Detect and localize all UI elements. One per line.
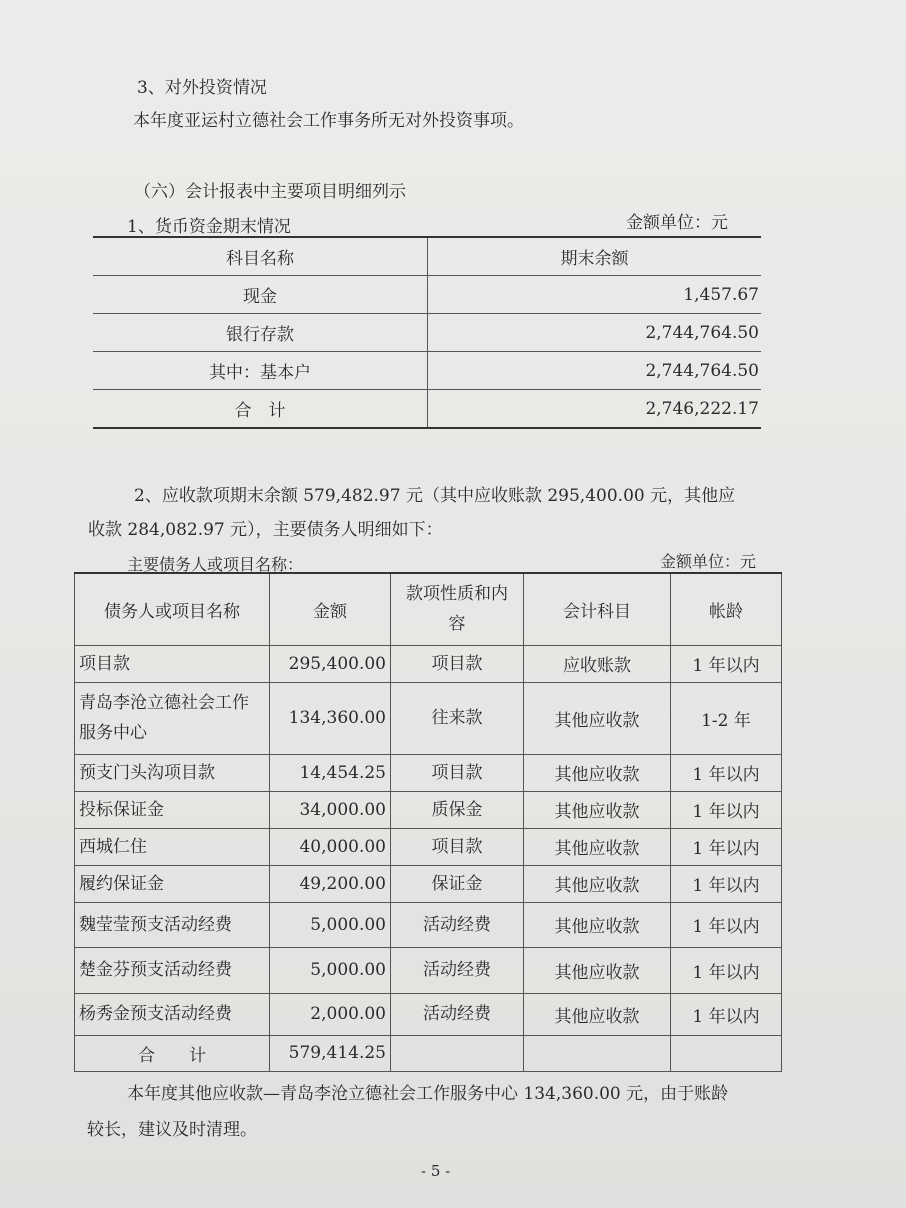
cell-amount: 134,360.00 (270, 682, 391, 754)
cell-name: 投标保证金 (75, 791, 270, 828)
cell-name: 楚金芬预支活动经费 (75, 947, 270, 993)
cell-name: 西城仁住 (75, 828, 270, 865)
cell-name: 履约保证金 (75, 865, 270, 902)
cell-age: 1 年以内 (671, 754, 782, 791)
cell-account: 其他应收款 (524, 791, 671, 828)
cell-account: 其他应收款 (524, 754, 671, 791)
table-row (75, 947, 782, 993)
header-age: 帐龄 (671, 573, 782, 645)
cell-nature: 项目款 (391, 828, 524, 865)
table-row-total (75, 1035, 782, 1071)
table-row (93, 276, 761, 314)
header-amount: 金额 (270, 573, 391, 645)
cell-amount: 2,746,222.17 (645, 398, 759, 419)
cell-amount: 1,457.67 (683, 284, 759, 305)
cell-amount: 5,000.00 (270, 947, 391, 993)
cell-account: 其他应收款 (524, 865, 671, 902)
page-number: - 5 - (421, 1162, 451, 1180)
cell-account: 其他应收款 (524, 682, 671, 754)
cell-name: 其中：基本户 (93, 352, 428, 390)
cell-age: 1 年以内 (671, 947, 782, 993)
cell-name: 银行存款 (93, 314, 428, 352)
cell-amount: 49,200.00 (270, 865, 391, 902)
cell-account: 其他应收款 (524, 947, 671, 993)
cell-amount: 2,744,764.50 (645, 322, 759, 343)
cell-total-label: 合 计 (75, 1035, 270, 1071)
cash-title: 1、货币资金期末情况 (127, 217, 291, 237)
cell-amount: 2,744,764.50 (645, 360, 759, 381)
cell-age: 1 年以内 (671, 828, 782, 865)
table-row (93, 352, 761, 390)
cell-amount: 14,454.25 (270, 754, 391, 791)
cell-account: 其他应收款 (524, 993, 671, 1035)
section3-heading: 3、对外投资情况 (137, 78, 267, 98)
cell-amount: 295,400.00 (270, 645, 391, 682)
cell-age: 1-2 年 (671, 682, 782, 754)
cell-nature: 活动经费 (391, 902, 524, 947)
cell-name: 青岛李沧立德社会工作服务中心 (75, 682, 270, 754)
cell-nature: 质保金 (391, 791, 524, 828)
cell-account: 其他应收款 (524, 828, 671, 865)
cell-nature: 保证金 (391, 865, 524, 902)
header-nature (391, 573, 524, 645)
cell-nature: 项目款 (391, 645, 524, 682)
cell-age: 1 年以内 (671, 791, 782, 828)
cell-name: 项目款 (75, 645, 270, 682)
header-debtor-name: 债务人或项目名称 (75, 573, 270, 645)
table-row (75, 902, 782, 947)
table-row (75, 993, 782, 1035)
receivables-table (74, 572, 782, 1072)
section3-body: 本年度亚运村立德社会工作事务所无对外投资事项。 (133, 111, 524, 131)
table-row (75, 645, 782, 682)
header-account-name: 科目名称 (93, 237, 428, 276)
receivables-intro-line2: 收款 284,082.97 元），主要债务人明细如下： (88, 520, 443, 540)
cell-nature: 活动经费 (391, 993, 524, 1035)
cell-name: 魏莹莹预支活动经费 (75, 902, 270, 947)
header-nature-line2: 容 (448, 614, 466, 635)
table-row-total (93, 390, 761, 429)
table-row (75, 828, 782, 865)
cell-amount: 2,000.00 (270, 993, 391, 1035)
cell-name: 预支门头沟项目款 (75, 754, 270, 791)
cell-account: 其他应收款 (524, 902, 671, 947)
table-header-row (93, 237, 761, 276)
section6-heading: （六）会计报表中主要项目明细列示 (134, 182, 406, 202)
cell-empty (671, 1035, 782, 1071)
cash-table (93, 236, 761, 429)
table-row (75, 754, 782, 791)
cell-name: 现金 (93, 276, 428, 314)
receivables-intro-line1: 2、应收款项期末余额 579,482.97 元（其中应收账款 295,400.00 元，其他应 (134, 486, 736, 506)
cell-total-amount: 579,414.25 (270, 1035, 391, 1071)
receivables-unit: 金额单位：元 (660, 552, 757, 571)
cell-name: 合 计 (93, 390, 428, 429)
cell-amount: 5,000.00 (270, 902, 391, 947)
cell-account: 应收账款 (524, 645, 671, 682)
cell-age: 1 年以内 (671, 993, 782, 1035)
cell-amount: 40,000.00 (270, 828, 391, 865)
cell-nature: 项目款 (391, 754, 524, 791)
cell-nature: 往来款 (391, 682, 524, 754)
cell-age: 1 年以内 (671, 865, 782, 902)
cell-empty (524, 1035, 671, 1071)
table-row (75, 682, 782, 754)
cell-age: 1 年以内 (671, 645, 782, 682)
cell-empty (391, 1035, 524, 1071)
note-line2: 较长，建议及时清理。 (87, 1120, 257, 1140)
table-row (75, 865, 782, 902)
header-nature-line1: 款项性质和内 (406, 584, 508, 605)
table-row (93, 314, 761, 352)
cash-unit: 金额单位：元 (626, 213, 728, 233)
cell-name: 杨秀金预支活动经费 (75, 993, 270, 1035)
header-ending-balance: 期末余额 (560, 249, 629, 269)
note-line1: 本年度其他应收款—青岛李沧立德社会工作服务中心 134,360.00 元，由于账龄 (127, 1084, 729, 1104)
table-row (75, 791, 782, 828)
table-header-row (75, 573, 782, 645)
cell-age: 1 年以内 (671, 902, 782, 947)
header-account: 会计科目 (524, 573, 671, 645)
cell-nature: 活动经费 (391, 947, 524, 993)
cell-amount: 34,000.00 (270, 791, 391, 828)
receivables-subtitle: 主要债务人或项目名称： (127, 555, 304, 574)
